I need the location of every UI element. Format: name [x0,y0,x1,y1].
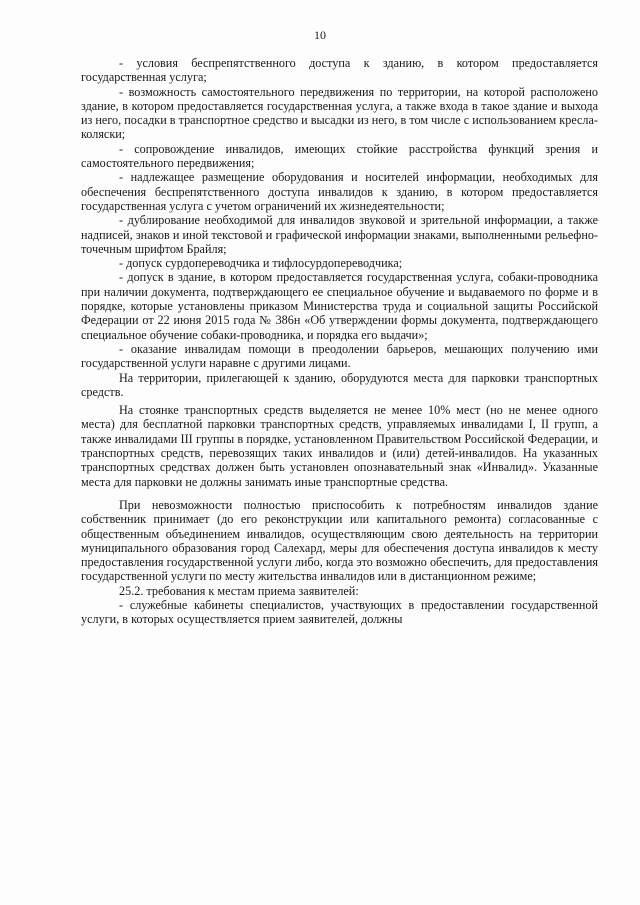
paragraph-movement: - возможность самостоятельного передвижения по территории, на которой расположено здание, в котором предоставляется государственная услуга, а также входа в такое здание и выхода из него, посадки в транспортное средство и высадки из него, в том числе с использованием кресла-коляски; [81,84,598,142]
paragraph-assistance: - оказание инвалидам помощи в преодолении барьеров, мешающих получению ими государственной услуги наравне с другими лицами. [81,341,598,371]
paragraph-parking-spaces: На стоянке транспортных средств выделяется не менее 10% мест (но не менее одного места) для бесплатной парковки транспортных средств, управляемых инвалидами I, II групп, а также инвалидами III группы в порядке, установленном Правительством Российской Федерации, и транспортных средств, перевозящих таких инвалидов и (или) детей-инвалидов. На указанных транспортных средствах должен быть установлен опознавательный знак «Инвалид». Указанные места для парковки не должны занимать иные транспортные средства. [81,403,598,489]
paragraph-owner-measures: При невозможности полностью приспособить к потребностям инвалидов здание собственник принимает (до его реконструкции или капитального ремонта) согласованные с общественным объединением инвалидов, осуществляющим свою деятельность на территории муниципального образования город Салехард, меры для обеспечения доступа инвалидов к месту предоставления государственной услуги либо, когда это возможно обеспечить, для предоставления государственной услуги по месту жительства инвалидов или в дистанционном режиме; [81,497,598,584]
paragraph-information-duplication: - дублирование необходимой для инвалидов звуковой и зрительной информации, а также надписей, знаков и иной текстовой и графической информации знаками, выполненными рельефно-точечным шрифтом Брайля; [81,213,598,256]
paragraph-access-conditions: - условия беспрепятственного доступа к зданию, в котором предоставляется государственная услуга; [81,56,598,85]
paragraph-escort: - сопровождение инвалидов, имеющих стойкие расстройства функций зрения и самостоятельного передвижения; [81,141,598,171]
page-number: 10 [314,28,326,42]
paragraph-guide-dog: - допуск в здание, в котором предоставляется государственная услуга, собаки-проводника при наличии документа, подтверждающего ее специальное обучение и выдаваемого по форме и в порядке, которые установлены приказом Министерства труда и социальной защиты Российской Федерации от 22 июня 2015 года № 386н «Об утверждении формы документа, подтверждающего специальное обучение собаки-проводника, и порядка его выдачи»; [81,270,598,342]
paragraph-equipment-placement: - надлежащее размещение оборудования и носителей информации, необходимых для обеспечения беспрепятственного доступа инвалидов к зданию, в котором предоставляется государственная услуга с учетом ограничений их жизнедеятельности; [81,170,598,213]
paragraph-interpreter-admission: - допуск сурдопереводчика и тифлосурдопереводчика; [119,256,403,271]
paragraph-parking-area: На территории, прилегающей к зданию, оборудуются места для парковки транспортных средств. [81,370,598,399]
document-body [81,56,598,627]
paragraph-service-offices: - служебные кабинеты специалистов, участвующих в предоставлении государственной услуги, в которых осуществляется прием заявителей, должны [81,597,598,627]
paragraph-section-25-2: 25.2. требования к местам приема заявителей: [119,583,359,598]
